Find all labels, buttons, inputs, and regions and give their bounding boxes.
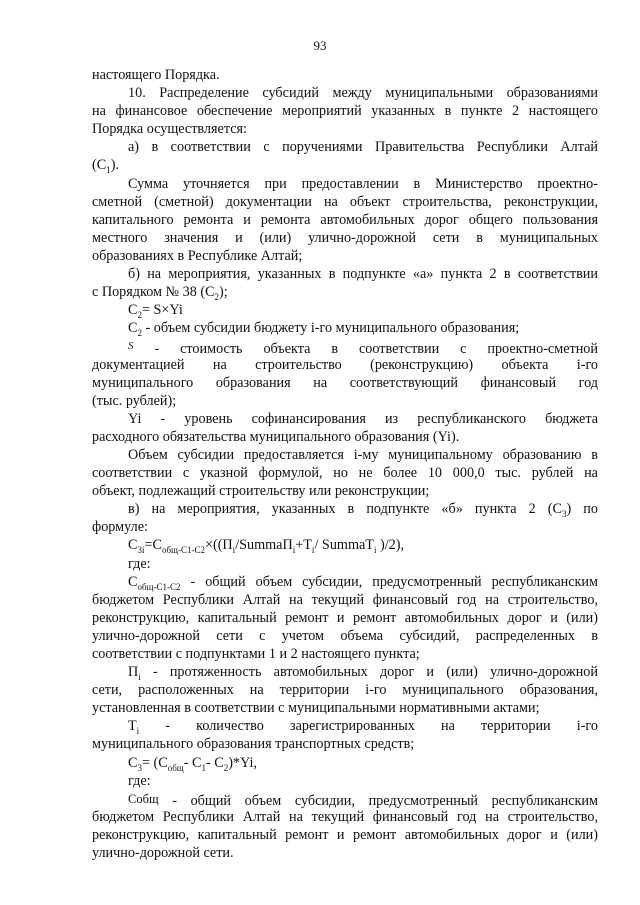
text-line: бюджетом Республики Алтай на текущий финансовый год на строительство, <box>92 808 598 825</box>
paragraph-line: $^S$ - стоимость объекта в соответствии с проектно-сметной <box>128 340 598 358</box>
text-line: $(С_1)$. <box>92 157 119 176</box>
paragraph-line: в) на мероприятия, указанных в подпункте «б» пункта 2 $(С_3)$ по <box>128 501 598 520</box>
paragraph-line: 10. Распределение субсидий между муниципальными образованиями <box>128 85 598 102</box>
text-line: местного значения и (или) улично-дорожной сети в муниципальных <box>92 229 598 246</box>
formula-line: $С_3= (С_{общ}-$ $С_1-$ $С_2)*Yi$, <box>128 754 257 773</box>
text-line: настоящего Порядка. <box>92 67 220 83</box>
text-line: капитального ремонта и ремонта автомобильных дорог общего пользования <box>92 211 598 228</box>
formula-line: $С_2= S\times Yi$ <box>128 302 183 321</box>
text-line: бюджетом Республики Алтай на текущий финансовый год на строительство, <box>92 591 598 608</box>
paragraph-line: Yi - уровень софинансирования из республиканского бюджета <box>128 410 598 427</box>
text-line: где: <box>128 772 151 789</box>
text-line: соответствии с подпунктами 1 и 2 настоящего пункта; <box>92 646 420 662</box>
text-line: реконструкцию, капитальный ремонт и ремонт автомобильных дорог и (или) <box>92 609 598 626</box>
text-line: объект, подлежащий строительству или реконструкции; <box>92 483 430 500</box>
text-line: улично-дорожной сети с учетом объема субсидий, распределенных в <box>92 627 598 644</box>
text-line: на финансовое обеспечение мероприятий указанных в пункте 2 настоящего <box>92 103 598 120</box>
text-line: где: <box>128 555 151 572</box>
text-line: образованиях в Республике Алтай; <box>92 247 303 264</box>
paragraph-line: б) на мероприятия, указанных в подпункте «а» пункта 2 в соответствии <box>128 266 598 283</box>
paragraph-line: а) в соответствии с поручениями Правительства Республики Алтай <box>128 139 598 156</box>
text-line: сметной (сметной) документации на объект строительства, реконструкции, <box>92 193 598 210</box>
text-line: сети, расположенных на территории i-го муниципального образования, <box>92 682 598 699</box>
document-body <box>92 66 598 862</box>
paragraph-line: Сумма уточняется при предоставлении в Министерство проектно- <box>128 175 598 192</box>
text-line: улично-дорожной сети. <box>92 845 234 862</box>
paragraph-line: Собщ - общий объем субсидии, предусмотренный республиканским <box>128 791 598 809</box>
text-line: Порядка осуществляется: <box>92 121 247 138</box>
paragraph-line: $С_{общ-С1-С2}$ - общий объем субсидии, предусмотренный республиканским <box>128 573 598 592</box>
paragraph-line: $П_i$ - протяженность автомобильных дорог и (или) улично-дорожной <box>128 664 598 682</box>
text-line: расходного обязательства муниципального образования (Yi). <box>92 428 460 445</box>
page-number: 93 <box>313 38 327 53</box>
text-line: с Порядком № 38 $(С_2)$; <box>92 284 228 302</box>
formula-line: $С_{3i}=С_{общ-С1-С2}\times((П_i/SummaП_i+Т_i/$ SummaТ$_i$ )/2), <box>128 537 405 556</box>
text-line: установленная в соответствии с муниципальными нормативными актами; <box>92 700 540 717</box>
text-line: формуле: <box>92 519 148 536</box>
text-line: документацией на строительство (реконструкцию) объекта i-го <box>92 356 598 373</box>
paragraph-line: Объем субсидии предоставляется i-му муниципальному образованию в <box>128 446 598 463</box>
text-line: муниципального образования на соответствующий финансовый год <box>92 374 598 391</box>
paragraph-line: $Т_i$ - количество зарегистрированных на территории i-го <box>128 718 598 737</box>
paragraph-line: $С_2$ - объем субсидии бюджету i-го муниципального образования; <box>128 320 520 339</box>
text-line: муниципального образования транспортных средств; <box>92 736 415 753</box>
text-line: (тыс. рублей); <box>92 392 177 409</box>
text-line: соответствии с указной формулой, но не более 10 000,0 тыс. рублей на <box>92 465 598 482</box>
text-line: реконструкцию, капитальный ремонт и ремонт автомобильных дорог и (или) <box>92 826 598 843</box>
